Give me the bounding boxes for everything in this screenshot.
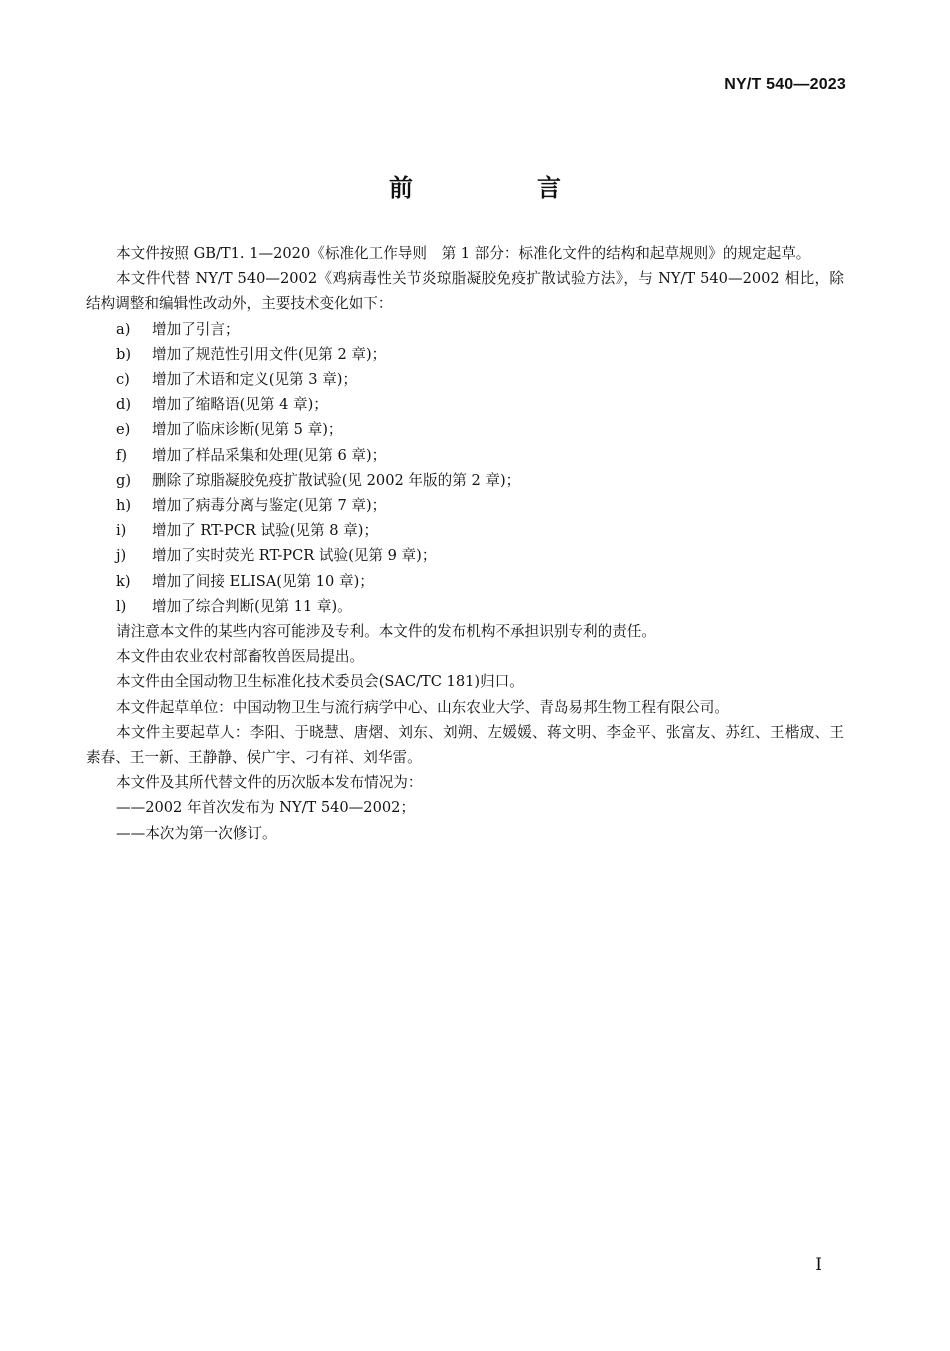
list-item-text: 增加了病毒分离与鉴定(见第 7 章)； [152,497,387,515]
list-item [86,392,844,417]
list-item [86,342,844,367]
paragraph-proposer: 本文件由农业农村部畜牧兽医局提出。 [116,648,365,666]
list-item-text: 删除了琼脂凝胶免疫扩散试验(见 2002 年版的第 2 章)； [152,471,521,489]
history-entry: ——本次为第一次修订。 [116,824,277,842]
list-marker: d) [116,396,132,414]
list-item-text: 增加了样品采集和处理(见第 6 章)； [152,446,387,464]
list-item [86,518,844,543]
list-marker: f) [116,446,128,464]
list-marker: c) [116,371,130,389]
list-item [86,367,844,392]
page-title: 前 言 [389,174,611,202]
list-marker: i) [116,522,127,540]
list-marker: l) [116,597,127,615]
list-marker: k) [116,572,131,590]
list-item [86,543,844,568]
list-item-text: 增加了间接 ELISA(见第 10 章)； [152,572,374,590]
list-marker: b) [116,345,132,363]
list-item [86,468,844,493]
technical-changes-list [86,317,844,619]
list-item [86,417,844,442]
paragraph-drafting-units: 本文件起草单位：中国动物卫生与流行病学中心、山东农业大学、青岛易邦生物工程有限公司。 [116,698,729,716]
list-item-text: 增加了实时荧光 RT-PCR 试验(见第 9 章)； [152,547,437,565]
list-item-text: 增加了缩略语(见第 4 章)； [152,396,328,414]
list-marker: j) [116,547,127,565]
standard-code: NY/T 540—2023 [724,76,846,93]
list-item-text: 增加了规范性引用文件(见第 2 章)； [152,345,387,363]
list-item [86,569,844,594]
list-item-text: 增加了临床诊断(见第 5 章)； [152,421,343,439]
list-item [86,594,844,619]
paragraph-technical-committee: 本文件由全国动物卫生标准化技术委员会(SAC/TC 181)归口。 [116,673,524,691]
list-marker: a) [116,320,131,338]
paragraph-drafting-rules: 本文件按照 GB/T1. 1—2020《标准化工作导则 第 1 部分：标准化文件的结构和起草规则》的规定起草。 [116,245,811,262]
list-item-text: 增加了综合判断(见第 11 章)。 [152,597,352,615]
list-item-text: 增加了 RT-PCR 试验(见第 8 章)； [152,522,379,540]
list-marker: h) [116,497,132,515]
paragraph-version-history: 本文件及其所代替文件的历次版本发布情况为： [116,774,423,792]
paragraph-patent-notice: 请注意本文件的某些内容可能涉及专利。本文件的发布机构不承担识别专利的责任。 [116,623,656,641]
list-marker: g) [116,471,132,489]
paragraph-replacement: 本文件代替 NY/T 540—2002《鸡病毒性关节炎琼脂凝胶免疫扩散试验方法》，与 NY/T 540—2002 相比，除结构调整和编辑性改动外，主要技术变化如下： [86,270,844,313]
foreword-body [86,241,844,846]
list-item [86,317,844,342]
list-item [86,493,844,518]
list-marker: e) [116,421,131,439]
page-number: I [815,1255,822,1275]
paragraph-drafters: 本文件主要起草人：李阳、于晓慧、唐熠、刘东、刘朔、左媛媛、蒋文明、李金平、张富友、苏红、王楷宬、王素春、王一新、王静静、侯广宇、刁有祥、刘华雷。 [86,723,844,767]
history-entry: ——2002 年首次发布为 NY/T 540—2002； [116,799,416,817]
list-item-text: 增加了术语和定义(见第 3 章)； [152,371,358,389]
list-item-text: 增加了引言； [152,320,240,338]
list-item [86,443,844,468]
